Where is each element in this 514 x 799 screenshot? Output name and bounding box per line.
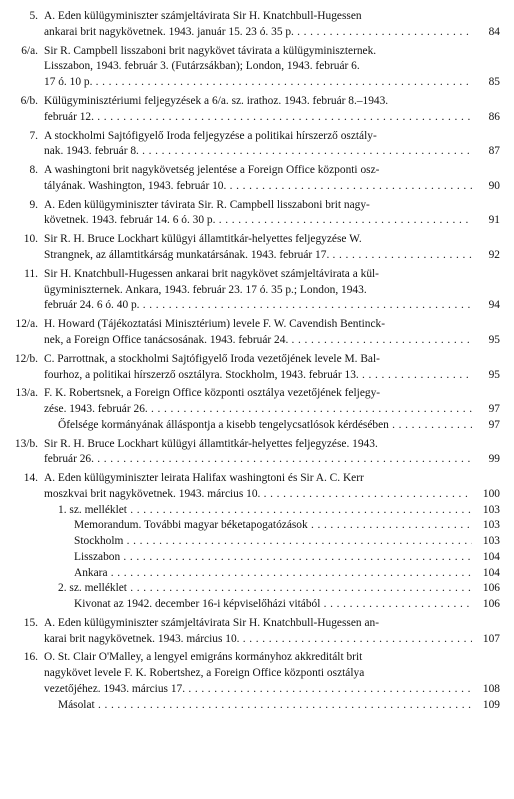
- entry-title-line: ügyminiszternek. Ankara, 1943. február 23. 17 ó. 35 p.; London, 1943.: [44, 283, 367, 296]
- entry-title-line: Külügyminisztériumi feljegyzések a 6/a. sz. irathoz. 1943. február 8.–1943.: [44, 94, 389, 107]
- entry-number: 14.: [23, 472, 38, 485]
- entry-title-line: követnek. 1943. február 14. 6 ó. 30 p. . . .: [44, 213, 472, 228]
- page-number: 106: [482, 582, 500, 595]
- entry-title-line: karai brit nagykövetnek. 1943. március 10. . . .: [44, 632, 472, 647]
- page-number: 104: [482, 550, 500, 563]
- entry-title-line: 1. sz. melléklet . . .: [58, 503, 472, 518]
- page-number: 104: [482, 566, 500, 579]
- entry-title-line: Stockholm . . .: [74, 534, 472, 549]
- entry-number: 6/b.: [20, 94, 38, 107]
- entry-number: 13/b.: [14, 437, 38, 450]
- page-number: 95: [488, 333, 500, 346]
- entry-number: 16.: [23, 651, 38, 664]
- entry-title-line: zése. 1943. február 26. . . .: [44, 402, 472, 417]
- page-number: 103: [482, 519, 500, 532]
- entry-title-line: február 26. . . .: [44, 452, 472, 467]
- entry-title-line: Kivonat az 1942. december 16-i képviselőházi vitából . . .: [74, 597, 472, 612]
- page-number: 108: [482, 682, 500, 695]
- entry-title-line: C. Parrottnak, a stockholmi Sajtófigyelő Iroda vezetőjének levele M. Bal-: [44, 352, 380, 365]
- page-number: 97: [488, 418, 500, 431]
- entry-title-line: Ankara . . .: [74, 566, 472, 581]
- entry-title-line: A. Eden külügyminiszter számjeltávirata Sir H. Knatchbull-Hugessen: [44, 10, 362, 22]
- page-number: 107: [482, 632, 500, 645]
- entry-title-line: F. K. Robertsnek, a Foreign Office központi osztálya vezetőjének feljegy-: [44, 387, 381, 400]
- entry-title-line: moszkvai brit nagykövetnek. 1943. március 10. . . .: [44, 487, 472, 502]
- entry-title-line: 17 ó. 10 p. . . .: [44, 75, 472, 90]
- page-number: 94: [488, 299, 500, 312]
- entry-title-line: Sir R. Campbell lisszaboni brit nagykövet távirata a külügyminiszternek.: [44, 44, 377, 57]
- entry-title-line: A. Eden külügyminiszter leirata Halifax washingtoni és Sir A. C. Kerr: [44, 472, 364, 485]
- entry-title-line: O. St. Clair O'Malley, a lengyel emigráns kormányhoz akkreditált brit: [44, 651, 363, 664]
- entry-title-line: nek, a Foreign Office tanácsosának. 1943. február 24. . . .: [44, 333, 472, 348]
- entry-number: 13/a.: [15, 387, 38, 400]
- entry-title-line: tályának. Washington, 1943. február 10. . . .: [44, 179, 472, 194]
- entry-number: 15.: [23, 616, 38, 629]
- entry-number: 12/b.: [14, 352, 38, 365]
- page-number: 106: [482, 597, 500, 610]
- entry-title-line: ankarai brit nagykövetnek. 1943. január 15. 23 ó. 35 p. . . .: [44, 25, 472, 40]
- page-number: 92: [488, 249, 500, 261]
- entry-title-line: február 12. . . .: [44, 110, 472, 125]
- entry-number: 7.: [29, 129, 38, 142]
- entry-number: 10.: [23, 233, 38, 246]
- entry-title-line: nagykövet levele F. K. Robertshez, a Foreign Office központi osztálya: [44, 667, 365, 680]
- entry-title-line: Strangnek, az államtitkárság munkatársának. 1943. február 17. . . .: [44, 248, 472, 263]
- page-number: 91: [488, 214, 500, 227]
- entry-number: 12/a.: [15, 318, 38, 331]
- entry-number: 6/a.: [21, 44, 38, 57]
- entry-title-line: Lisszabon, 1943. február 3. (Futárzsákban); London, 1943. február 6.: [44, 60, 360, 73]
- page-number: 103: [482, 535, 500, 548]
- page-number: 97: [488, 403, 500, 416]
- entry-number: 9.: [29, 198, 38, 211]
- page-number: 109: [482, 698, 500, 711]
- entry-title-line: A washingtoni brit nagykövetség jelentése a Foreign Office központi osz-: [44, 164, 380, 177]
- entry-title-line: Sir H. Knatchbull-Hugessen ankarai brit nagykövet számjeltávirata a kül-: [44, 267, 379, 280]
- entry-title-line: 2. sz. melléklet . . .: [58, 581, 472, 596]
- entry-title-line: Sir R. H. Bruce Lockhart külügyi államtitkár-helyettes feljegyzése W.: [44, 233, 362, 246]
- entry-title-line: vezetőjéhez. 1943. március 17. . . .: [44, 682, 472, 697]
- entry-number: 8.: [29, 164, 38, 177]
- entry-title-line: Másolat . . .: [58, 698, 472, 713]
- page-number: 86: [488, 110, 500, 123]
- page-number: 87: [488, 145, 500, 158]
- page-number: 100: [482, 488, 500, 500]
- page-number: 103: [482, 503, 500, 516]
- entry-title-line: fourhoz, a politikai hírszerző osztályra. Stockholm, 1943. február 13. . . .: [44, 368, 472, 383]
- entry-title-line: A. Eden külügyminiszter számjeltávirata Sir H. Knatchbull-Hugessen an-: [44, 616, 379, 629]
- entry-title-line: Lisszabon . . .: [74, 550, 472, 565]
- entry-title-line: Memorandum. További magyar béketapogatózások . . .: [74, 518, 472, 533]
- page-number: 84: [488, 25, 500, 38]
- entry-title-line: A stockholmi Sajtófigyelő Iroda feljegyzése a politikai hírszerző osztály-: [44, 129, 377, 142]
- page-number: 95: [488, 368, 500, 381]
- entry-number: 5.: [29, 10, 38, 22]
- entry-title-line: Őfelsége kormányának álláspontja a kisebb tengelycsatlósok kérdésében . . .: [58, 418, 472, 433]
- page-number: 85: [488, 76, 500, 88]
- entry-number: 11.: [24, 267, 38, 280]
- entry-title-line: A. Eden külügyminiszter távirata Sir. R. Campbell lisszaboni brit nagy-: [44, 198, 370, 211]
- page-number: 99: [488, 453, 500, 466]
- page-number: 90: [488, 179, 500, 192]
- entry-title-line: február 24. 6 ó. 40 p. . . .: [44, 298, 472, 313]
- entry-title-line: H. Howard (Tájékoztatási Minisztérium) levele F. W. Cavendish Bentinck-: [44, 318, 386, 331]
- entry-title-line: nak. 1943. február 8. . . .: [44, 144, 472, 159]
- entry-title-line: Sir R. H. Bruce Lockhart külügyi államtitkár-helyettes feljegyzése. 1943.: [44, 437, 378, 450]
